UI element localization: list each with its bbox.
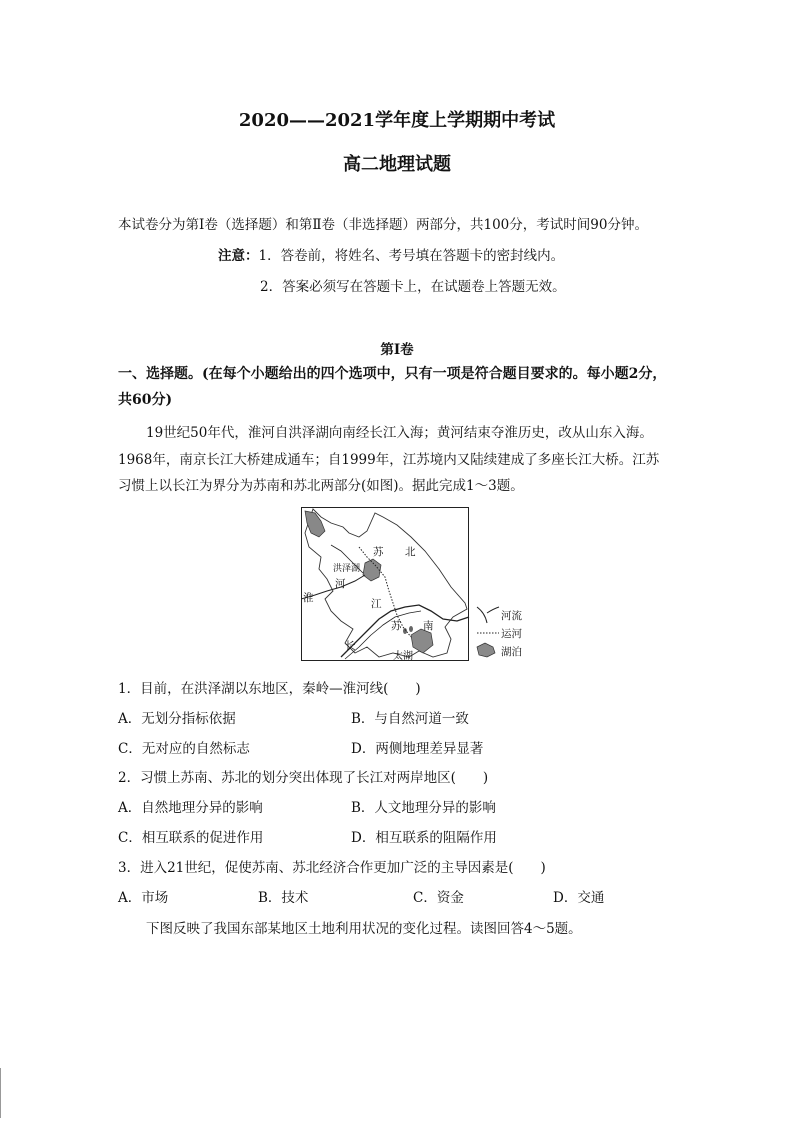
question-3-option-d: D．交通 xyxy=(553,890,605,906)
question-3-option-b: B．技术 xyxy=(258,890,309,906)
label-su-south: 苏 xyxy=(391,620,402,632)
label-chang: 长 xyxy=(345,640,356,652)
small-lake-2 xyxy=(409,626,413,632)
question-3-option-a: A．市场 xyxy=(118,890,169,906)
question-1-option-a: A．无划分指标依据 xyxy=(118,711,236,727)
question-1-option-c: C．无对应的自然标志 xyxy=(118,741,250,757)
jiangsu-map xyxy=(301,507,529,663)
legend-lake-label: 湖泊 xyxy=(501,646,522,658)
label-jiang: 江 xyxy=(371,598,382,610)
notice-line-1 xyxy=(218,244,564,264)
binding-margin-mark xyxy=(0,1068,7,1118)
map-frame xyxy=(302,508,469,661)
question-3-stem: 3．进入21世纪，促使苏南、苏北经济合作更加广泛的主导因素是( ) xyxy=(118,860,546,876)
legend-river-label: 河流 xyxy=(501,610,522,622)
part-heading: 第Ⅰ卷 xyxy=(380,342,414,358)
question-1-option-b: B．与自然河道一致 xyxy=(351,711,469,727)
hongze-lake xyxy=(363,559,381,581)
label-taihu: 太湖 xyxy=(393,651,413,662)
intro-line: 本试卷分为第Ⅰ卷（选择题）和第Ⅱ卷（非选择题）两部分，共100分，考试时间90分钟。 xyxy=(118,217,648,233)
tai-lake xyxy=(411,629,433,653)
exam-title: 2020——2021学年度上学期期中考试 xyxy=(238,110,556,131)
exam-subtitle: 高二地理试题 xyxy=(343,154,451,175)
label-su-north: 苏 xyxy=(373,546,384,558)
legend-canal-label: 运河 xyxy=(501,628,522,640)
label-bei: 北 xyxy=(405,546,416,558)
small-lake-1 xyxy=(403,628,407,634)
label-hongze: 洪泽湖 xyxy=(333,564,361,574)
section-title-line-1: 一、选择题。(在每个小题给出的四个选项中，只有一项是符合题目要求的。每小题2分， xyxy=(118,366,667,382)
lake-northwest xyxy=(305,511,325,537)
question-2-option-b: B．人文地理分异的影响 xyxy=(351,800,496,816)
label-huai: 淮 xyxy=(303,592,314,604)
notice-text-1: 1．答卷前，将姓名、考号填在答题卡的密封线内。 xyxy=(258,248,565,264)
question-2-option-d: D．相互联系的阻隔作用 xyxy=(351,830,497,846)
question-3-option-c: C．资金 xyxy=(413,890,464,906)
legend-river-icon xyxy=(477,607,499,623)
label-nan: 南 xyxy=(423,620,434,632)
question-1-option-d: D．两侧地理差异显著 xyxy=(351,741,484,757)
passage1-line-1: 19世纪50年代，淮河自洪泽湖向南经长江入海；黄河结束夺淮历史，改从山东入海。 xyxy=(146,425,653,441)
notice-line-2: 2．答案必须写在答题卡上，在试题卷上答题无效。 xyxy=(260,279,566,295)
passage1-line-2: 1968年，南京长江大桥建成通车；自1999年，江苏境内又陆续建成了多座长江大桥。江苏 xyxy=(118,452,660,468)
question-2-option-c: C．相互联系的促进作用 xyxy=(118,830,264,846)
section-title-line-2: 共60分) xyxy=(118,392,173,408)
notice-label: 注意： xyxy=(218,248,259,264)
question-2-option-a: A．自然地理分异的影响 xyxy=(118,800,263,816)
passage2-line-1: 下图反映了我国东部某地区土地利用状况的变化过程。读图回答4～5题。 xyxy=(146,921,582,937)
question-2-stem: 2．习惯上苏南、苏北的划分突出体现了长江对两岸地区( ) xyxy=(118,770,489,786)
question-1-stem: 1．目前，在洪泽湖以东地区，秦岭—淮河线( ) xyxy=(118,681,421,697)
legend-lake-icon xyxy=(477,643,495,657)
label-he: 河 xyxy=(335,578,346,590)
passage1-line-3: 习惯上以长江为界分为苏南和苏北两部分(如图)。据此完成1～3题。 xyxy=(118,478,524,494)
province-boundary xyxy=(305,509,467,657)
